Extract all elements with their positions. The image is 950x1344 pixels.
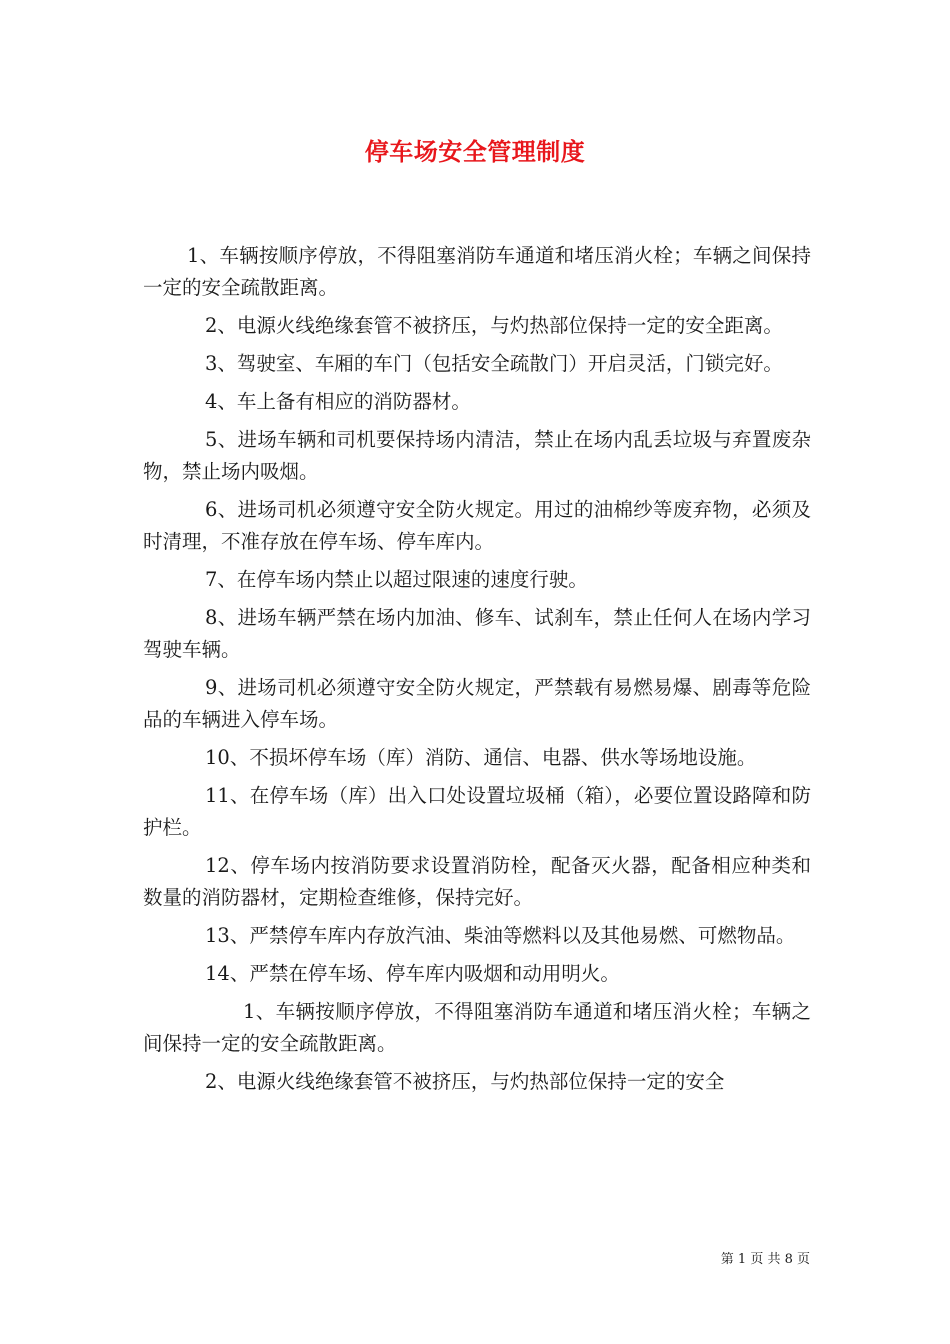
paragraph-16: 2、电源火线绝缘套管不被挤压，与灼热部位保持一定的安全 xyxy=(205,1070,725,1093)
document-title: 停车场安全管理制度 xyxy=(364,137,586,166)
paragraph-2: 2、电源火线绝缘套管不被挤压，与灼热部位保持一定的安全距离。 xyxy=(205,314,783,337)
paragraph-15: 1、车辆按顺序停放，不得阻塞消防车通道和堵压消火栓；车辆之间保持一定的安全疏散距离。 xyxy=(143,1000,811,1055)
paragraph-13: 13、严禁停车库内存放汽油、柴油等燃料以及其他易燃、可燃物品。 xyxy=(205,924,796,947)
paragraph-4: 4、车上备有相应的消防器材。 xyxy=(205,390,471,413)
page-number: 第 1 页 共 8 页 xyxy=(720,1252,810,1267)
paragraph-11: 11、在停车场（库）出入口处设置垃圾桶（箱），必要位置设路障和防护栏。 xyxy=(143,784,811,839)
document-body xyxy=(143,240,811,1104)
paragraph-9: 9、进场司机必须遵守安全防火规定，严禁载有易燃易爆、剧毒等危险品的车辆进入停车场。 xyxy=(143,676,811,731)
paragraph-1: 1、车辆按顺序停放，不得阻塞消防车通道和堵压消火栓；车辆之间保持一定的安全疏散距离。 xyxy=(143,244,811,299)
paragraph-10: 10、不损坏停车场（库）消防、通信、电器、供水等场地设施。 xyxy=(205,746,757,769)
paragraph-5: 5、进场车辆和司机要保持场内清洁，禁止在场内乱丢垃圾与弃置废杂物，禁止场内吸烟。 xyxy=(143,428,811,483)
paragraph-6: 6、进场司机必须遵守安全防火规定。用过的油棉纱等废弃物，必须及时清理，不准存放在停车场、停车库内。 xyxy=(143,498,811,553)
paragraph-14: 14、严禁在停车场、停车库内吸烟和动用明火。 xyxy=(205,962,620,985)
paragraph-12: 12、停车场内按消防要求设置消防栓，配备灭火器，配备相应种类和数量的消防器材，定期检查维修，保持完好。 xyxy=(143,854,811,909)
paragraph-3: 3、驾驶室、车厢的车门（包括安全疏散门）开启灵活，门锁完好。 xyxy=(205,352,783,375)
paragraph-8: 8、进场车辆严禁在场内加油、修车、试刹车，禁止任何人在场内学习驾驶车辆。 xyxy=(143,606,811,661)
paragraph-7: 7、在停车场内禁止以超过限速的速度行驶。 xyxy=(205,568,588,591)
